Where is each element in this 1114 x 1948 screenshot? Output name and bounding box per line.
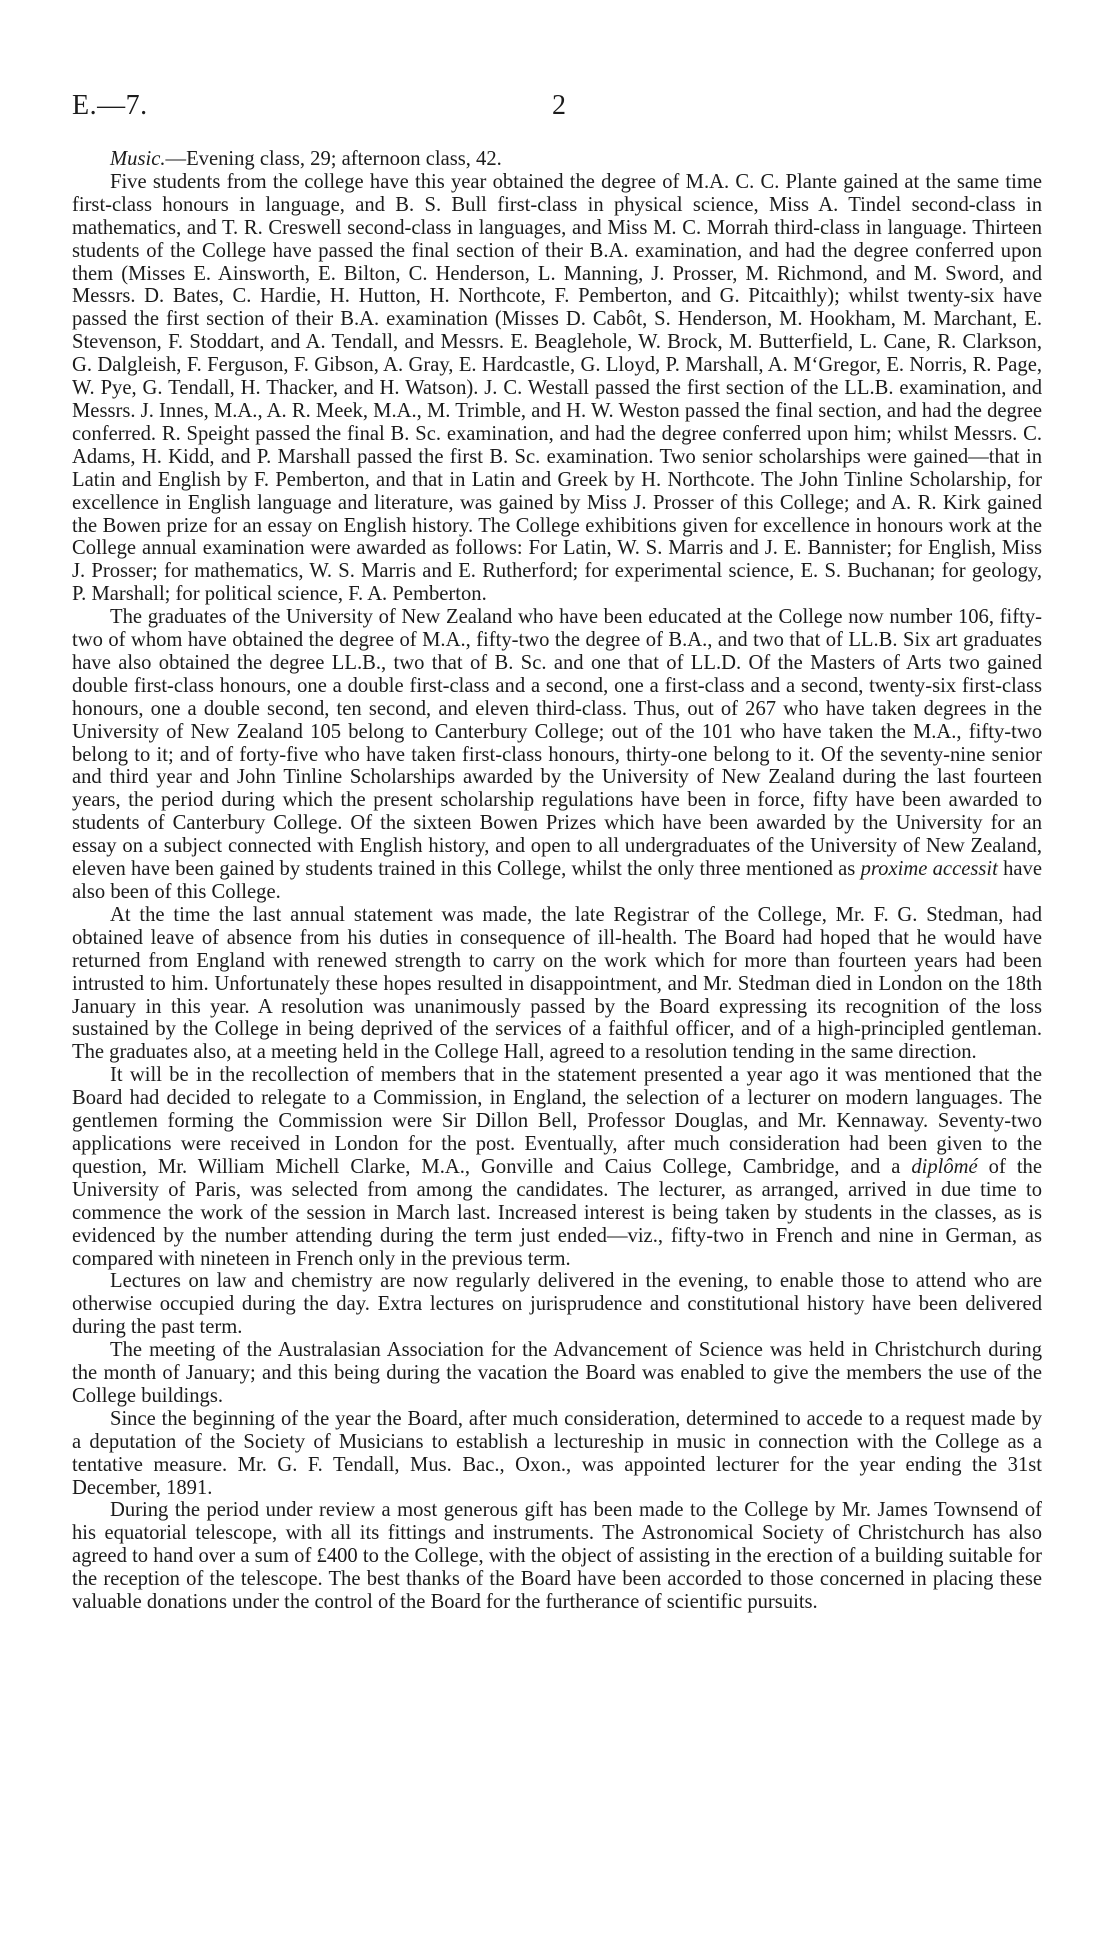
paragraph-telescope [72, 1499, 1042, 1614]
paragraph-text: Since the beginning of the year the Board, after much consideration, determined to accede to a request made by a deputation of the Society of Musicians to establish a lectureship in music in connection with the College as a tentative measure. Mr. G. F. Tendall, Mus. Bac., Oxon., was appointed lecturer for the year ending the 31st December, 1891. [72, 1407, 1042, 1499]
paragraph-text: The meeting of the Australasian Association for the Advancement of Science was held in Christchurch during the month of January; and this being during the vacation the Board was enabled to give the members the use of the College buildings. [72, 1339, 1042, 1407]
paragraph-graduates [72, 606, 1042, 904]
paragraph-association [72, 1339, 1042, 1408]
paragraph-law-chemistry [72, 1270, 1042, 1339]
paragraph-text: At the time the last annual statement was made, the late Registrar of the College, Mr. F. G. Stedman, had obtained leave of absence from his duties in consequence of ill-health. The Board had hoped that he would have returned from England with renewed strength to carry on the work which for more than fourteen years had been intrusted to him. Unfortunately these hopes resulted in disappointment, and Mr. Stedman died in London on the 18th January in this year. A resolution was unanimously passed by the Board expressing its recognition of the loss sustained by the College in being deprived of the services of a faithful officer, and of a high-principled gentleman. The graduates also, at a meeting held in the College Hall, agreed to a resolution tending in the same direction. [72, 903, 1042, 1064]
paragraph-text: During the period under review a most generous gift has been made to the College by Mr. James Townsend of his equatorial telescope, with all its fittings and instruments. The Astronomical Society of Christchurch has also agreed to hand over a sum of £400 to the College, with the object of assisting in the erection of a building suitable for the reception of the telescope. The best thanks of the Board have been accorded to those concerned in placing these valuable donations under the control of the Board for the furtherance of scientific pursuits. [72, 1499, 1042, 1614]
paragraph-text-tail: of the University of Paris, was selected from among the candidates. The lecturer, as arranged, arrived in due time to commence the work of the session in March last. Increased interest is being taken by students in the classes, as is evidenced by the number attending during the term just ended—viz., fifty-two in French and nine in German, as compared with nineteen in French only in the previous term. [72, 1155, 1042, 1270]
document-reference: E.—7. [72, 90, 148, 121]
paragraph-text: Lectures on law and chemistry are now regularly delivered in the evening, to enable those to attend who are otherwise occupied during the day. Extra lectures on jurisprudence and constitutional history have been delivered during the past term. [72, 1270, 1042, 1339]
italic-phrase: diplômé [911, 1155, 978, 1178]
paragraph-text: It will be in the recollection of members that in the statement presented a year ago it was mentioned that the Board had decided to relegate to a Commission, in England, the selection of a lecturer on modern languages. The gentlemen forming the Commission were Sir Dillon Bell, Professor Douglas, and Mr. Kennaway. Seventy-two applications were received in London for the post. Eventually, after much consideration had been given to the question, Mr. William Michell Clarke, M.A., Gonville and Caius College, Cambridge, and a [72, 1064, 1042, 1178]
body-text [72, 148, 1042, 1614]
paragraph-degrees [72, 171, 1042, 606]
paragraph-text-tail: have also been of this College. [72, 858, 1042, 903]
paragraph-text: Five students from the college have this year obtained the degree of M.A. C. C. Plante gained at the same time first-class honours in language, and B. S. Bull first-class in physical science, Miss A. Tindel second-class in mathematics, and T. R. Creswell second-class in languages, and Miss M. C. Morrah third-class in language. Thirteen students of the College have passed the final section of their B.A. examination, and had the degree conferred upon them (Misses E. Ainsworth, E. Bilton, C. Henderson, L. Manning, J. Prosser, M. Richmond, and M. Sword, and Messrs. D. Bates, C. Hardie, H. Hutton, H. Northcote, F. Pemberton, and G. Pitcaithly); whilst twenty-six have passed the first section of their B.A. examination (Misses D. Cabôt, S. Henderson, M. Hookham, M. Marchant, E. Stevenson, F. Stoddart, and A. Tendall, and Messrs. E. Beaglehole, W. Brock, M. Butterfield, L. Cane, R. Clarkson, G. Dalgleish, F. Ferguson, F. Gibson, A. Gray, E. Hardcastle, G. Lloyd, P. Marshall, A. M‘Gregor, E. Norris, R. Page, W. Pye, G. Tendall, H. Thacker, and H. Watson). J. C. Westall passed the first section of the LL.B. examination, and Messrs. J. Innes, M.A., A. R. Meek, M.A., M. Trimble, and H. W. Weston passed the final section, and had the degree conferred. R. Speight passed the final B. Sc. examination, and had the degree conferred upon him; whilst Messrs. C. Adams, H. Kidd, and P. Marshall passed the first B. Sc. examination. Two senior scholarships were gained—that in Latin and English by F. Pemberton, and that in Latin and Greek by H. Northcote. The John Tinline Scholarship, for excellence in English language and literature, was gained by Miss J. Prosser of this College; and A. R. Kirk gained the Bowen prize for an essay on English history. The College exhibitions given for excellence in honours work at the College annual examination were awarded as follows: For Latin, W. S. Marris and J. E. Bannister; for English, Miss J. Prosser; for mathematics, W. S. Marris and E. Rutherford; for experimental science, E. S. Buchanan; for geology, P. Marshall; for political science, F. A. Pemberton. [72, 170, 1042, 606]
italic-phrase: proxime accessit [860, 858, 998, 881]
page-number: 2 [552, 90, 566, 121]
runin-heading-music: Music. [110, 148, 166, 170]
paragraph-modern-languages [72, 1064, 1042, 1270]
paragraph-text: The graduates of the University of New Zealand who have been educated at the College now number 106, fifty-two of whom have obtained the degree of M.A., fifty-two the degree of B.A., and two that of LL.B. Six art graduates have also obtained the degree LL.B., two that of B. Sc. and one that of LL.D. Of the Masters of Arts two gained double first-class honours, one a double first-class and a second, one a first-class and a second, twenty-six first-class honours, one a double second, ten second, and eleven third-class. Thus, out of 267 who have taken degrees in the University of New Zealand 105 belong to Canterbury College; out of the 101 who have taken the M.A., fifty-two belong to it; and of forty-five who have taken first-class honours, thirty-one belong to it. Of the seventy-nine senior and third year and John Tinline Scholarships awarded by the University of New Zealand during the last fourteen years, the period during which the present scholarship regulations have been in force, fifty have been awarded to students of Canterbury College. Of the sixteen Bowen Prizes which have been awarded by the University for an essay on a subject connected with English history, and open to all undergraduates of the University of New Zealand, eleven have been gained by students trained in this College, whilst the only three mentioned as [72, 606, 1042, 881]
page-header [72, 90, 1052, 130]
paragraph-music-lectureship [72, 1408, 1042, 1500]
paragraph-registrar [72, 904, 1042, 1064]
paragraph-music [72, 148, 1042, 171]
paragraph-text: —Evening class, 29; afternoon class, 42. [165, 148, 502, 170]
